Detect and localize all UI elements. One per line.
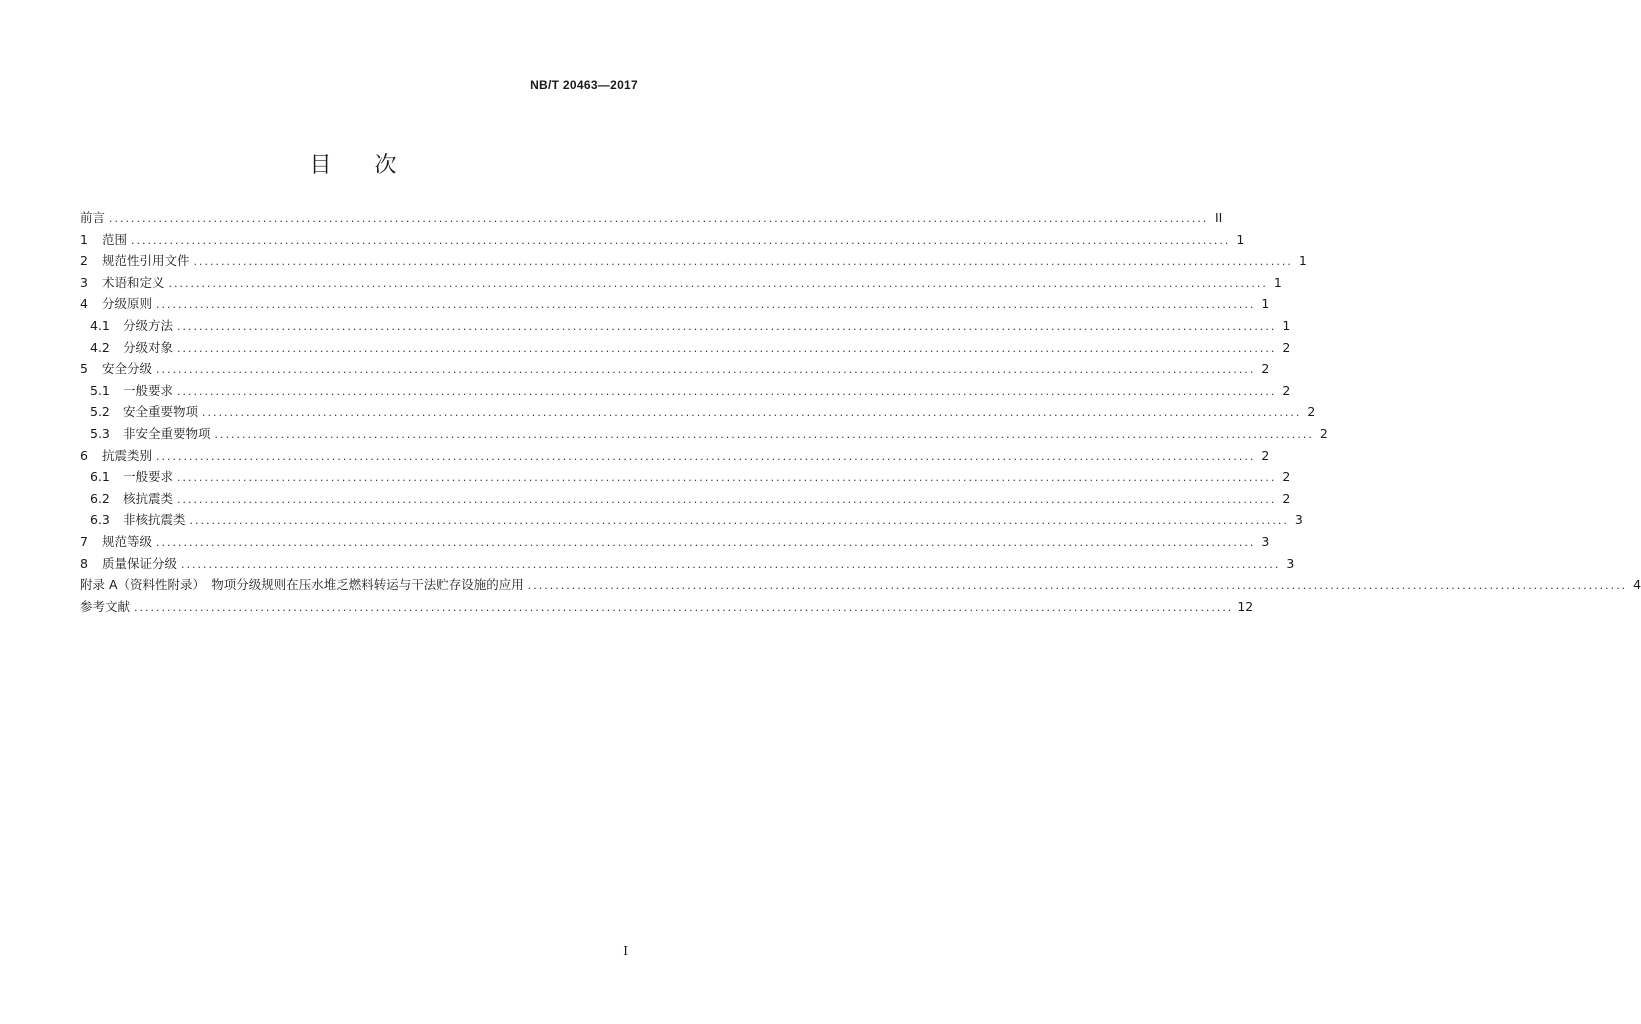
toc-entry-page: 1 xyxy=(1282,317,1291,333)
page-title: 目 次 xyxy=(309,153,415,178)
toc-leader-dots: ........................................................................................................................................................................................................ xyxy=(527,579,1628,593)
toc-leader-dots: ........................................................................................................................................................................................................ xyxy=(202,406,1302,420)
toc-entry-label: 非安全重要物项 xyxy=(123,425,211,441)
toc-entry-page: 2 xyxy=(1282,339,1291,355)
toc-entry[interactable] xyxy=(80,446,1270,468)
toc-entry[interactable] xyxy=(80,251,1307,273)
toc-entry-label: 范围 xyxy=(102,231,128,247)
toc-leader-dots: ........................................................................................................................................................................................................ xyxy=(109,212,1209,225)
toc-leader-dots: ........................................................................................................................................................................................................ xyxy=(177,492,1277,506)
toc-entry-number: 5.1 xyxy=(90,382,110,398)
toc-entry-label: 规范等级 xyxy=(102,533,153,549)
toc-entry[interactable] xyxy=(80,381,1291,403)
toc-leader-dots: ........................................................................................................................................................................................................ xyxy=(156,535,1256,549)
toc-entry-number: 1 xyxy=(80,231,88,247)
toc-entry-number: 7 xyxy=(80,533,88,549)
toc-leader-dots: ........................................................................................................................................................................................................ xyxy=(177,471,1277,485)
toc-entry-label: 核抗震类 xyxy=(123,490,174,506)
toc-leader-dots: ........................................................................................................................................................................................................ xyxy=(156,298,1256,312)
toc-leader-dots: ........................................................................................................................................................................................................ xyxy=(134,600,1234,614)
toc-entry-label: 非核抗震类 xyxy=(123,512,186,528)
toc-entry-page: 2 xyxy=(1261,361,1270,377)
toc-leader-dots: ........................................................................................................................................................................................................ xyxy=(177,341,1277,355)
toc-entry-page: II xyxy=(1214,210,1223,225)
toc-entry-number: 6.2 xyxy=(90,490,110,506)
toc-entry-label: 分级方法 xyxy=(123,317,174,333)
toc-entry-page: 12 xyxy=(1237,598,1254,614)
toc-entry[interactable] xyxy=(80,208,1223,230)
toc-entry[interactable] xyxy=(80,489,1291,511)
toc-entry[interactable] xyxy=(80,402,1316,424)
toc-leader-dots: ........................................................................................................................................................................................................ xyxy=(189,514,1289,528)
table-of-contents xyxy=(80,208,1641,618)
toc-entry-page: 2 xyxy=(1282,469,1291,485)
toc-entry-label: 质量保证分级 xyxy=(102,555,178,571)
toc-entry-page: 2 xyxy=(1319,425,1328,441)
toc-entry[interactable] xyxy=(80,359,1270,381)
toc-entry[interactable] xyxy=(80,554,1295,576)
toc-entry-label: 前言 xyxy=(80,210,106,225)
toc-entry[interactable] xyxy=(80,273,1282,295)
toc-entry-number: 8 xyxy=(80,555,88,571)
toc-leader-dots: ........................................................................................................................................................................................................ xyxy=(177,319,1277,333)
toc-entry-page: 1 xyxy=(1261,296,1270,312)
toc-entry-number: 2 xyxy=(80,253,88,269)
toc-entry-label: 规范性引用文件 xyxy=(102,253,190,269)
toc-leader-dots: ........................................................................................................................................................................................................ xyxy=(131,233,1231,247)
toc-entry-page: 1 xyxy=(1273,274,1282,290)
toc-entry-label: 安全重要物项 xyxy=(123,404,199,420)
toc-entry-label: 安全分级 xyxy=(102,361,153,377)
toc-entry-page: 1 xyxy=(1236,231,1245,247)
toc-entry-page: 1 xyxy=(1298,253,1307,269)
toc-entry-number: 6.1 xyxy=(90,469,110,485)
toc-entry[interactable] xyxy=(80,424,1328,446)
toc-entry[interactable] xyxy=(80,230,1245,252)
toc-entry-label: 参考文献 xyxy=(80,598,131,614)
toc-entry[interactable] xyxy=(80,575,1641,597)
toc-entry-number: 4 xyxy=(80,296,88,312)
page-number: I xyxy=(623,944,628,958)
toc-leader-dots: ........................................................................................................................................................................................................ xyxy=(168,276,1268,290)
toc-entry-number: 6.3 xyxy=(90,512,110,528)
toc-leader-dots: ........................................................................................................................................................................................................ xyxy=(193,255,1293,269)
toc-entry-page: 3 xyxy=(1261,533,1270,549)
toc-entry-number: 4.1 xyxy=(90,317,110,333)
toc-leader-dots: ........................................................................................................................................................................................................ xyxy=(181,557,1281,571)
toc-entry-label: 分级对象 xyxy=(123,339,174,355)
toc-entry[interactable] xyxy=(80,338,1291,360)
toc-entry-label: 分级原则 xyxy=(102,296,153,312)
toc-entry[interactable] xyxy=(80,510,1303,532)
toc-entry-page: 2 xyxy=(1282,490,1291,506)
toc-entry-page: 3 xyxy=(1286,555,1295,571)
toc-entry[interactable] xyxy=(80,467,1291,489)
toc-entry[interactable] xyxy=(80,294,1270,316)
toc-leader-dots: ........................................................................................................................................................................................................ xyxy=(177,384,1277,398)
toc-leader-dots: ........................................................................................................................................................................................................ xyxy=(156,363,1256,377)
toc-entry[interactable] xyxy=(80,532,1270,554)
toc-entry-number: 5.3 xyxy=(90,425,110,441)
toc-entry-label: 附录 A（资料性附录） 物项分级规则在压水堆乏燃料转运与干法贮存设施的应用 xyxy=(80,577,524,593)
toc-entry-page: 4 xyxy=(1633,577,1641,593)
toc-leader-dots: ........................................................................................................................................................................................................ xyxy=(156,449,1256,463)
toc-entry-number: 5 xyxy=(80,361,88,377)
toc-entry[interactable] xyxy=(80,597,1254,619)
toc-entry-page: 3 xyxy=(1294,512,1303,528)
toc-entry[interactable] xyxy=(80,316,1291,338)
toc-entry-page: 2 xyxy=(1282,382,1291,398)
toc-entry-label: 术语和定义 xyxy=(102,274,165,290)
toc-leader-dots: ........................................................................................................................................................................................................ xyxy=(214,427,1314,441)
toc-entry-number: 3 xyxy=(80,274,88,290)
toc-entry-number: 5.2 xyxy=(90,404,110,420)
toc-entry-number: 4.2 xyxy=(90,339,110,355)
toc-entry-label: 一般要求 xyxy=(123,382,174,398)
toc-entry-number: 6 xyxy=(80,447,88,463)
toc-entry-page: 2 xyxy=(1307,404,1316,420)
toc-entry-page: 2 xyxy=(1261,447,1270,463)
toc-entry-label: 一般要求 xyxy=(123,469,174,485)
standard-code: NB/T 20463—2017 xyxy=(530,78,638,92)
toc-entry-label: 抗震类别 xyxy=(102,447,153,463)
